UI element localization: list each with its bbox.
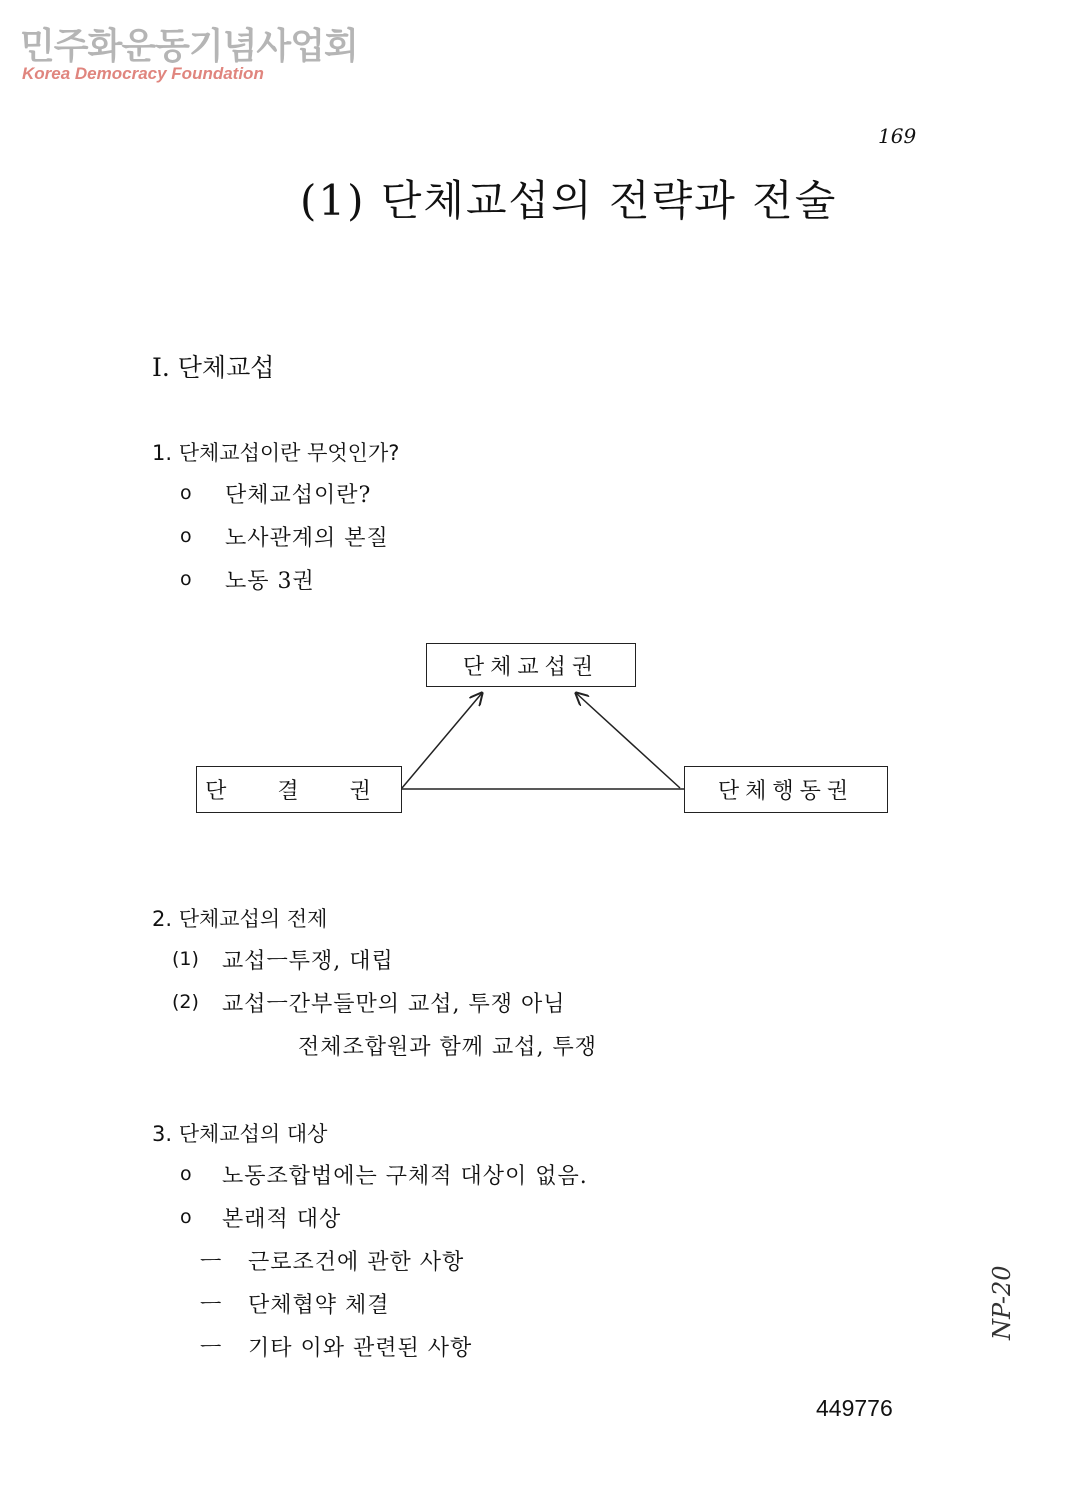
handwritten-stamp: NP-20 <box>988 1265 1016 1340</box>
document-number: 449776 <box>816 1395 893 1421</box>
subsection-2-heading: 2. 단체교섭의 전제 <box>152 907 328 931</box>
dash-item-3-1: 근로조건에 관한 사항 <box>248 1250 465 1275</box>
item-2-2-continuation: 전체조합원과 함께 교섭, 투쟁 <box>298 1035 597 1060</box>
item-2-1-text: 교섭ㅡ투쟁, 대립 <box>222 949 394 974</box>
org-logo-english: Korea Democracy Foundation <box>22 64 264 83</box>
dash-3-2: ㅡ <box>200 1293 223 1318</box>
bullet-3-2: o <box>180 1206 192 1228</box>
dash-item-3-3: 기타 이와 관련된 사항 <box>248 1336 473 1361</box>
list-item-1-2: 노사관계의 본질 <box>225 526 389 551</box>
dash-item-3-2: 단체협약 체결 <box>248 1293 390 1318</box>
bullet-1-3: o <box>180 568 192 590</box>
section-heading: Ⅰ. 단체교섭 <box>152 353 275 382</box>
document-title: (1) 단체교섭의 전략과 전술 <box>300 176 838 225</box>
item-2-1-number: (1) <box>172 948 199 970</box>
arrow-left-to-top <box>402 693 482 788</box>
bullet-1-2: o <box>180 525 192 547</box>
item-2-2-number: (2) <box>172 991 199 1013</box>
item-2-2-text: 교섭ㅡ간부들만의 교섭, 투쟁 아님 <box>222 992 566 1017</box>
box-right-to-organize: 단 결 권 <box>196 766 402 813</box>
bullet-3-1: o <box>180 1163 192 1185</box>
subsection-3-heading: 3. 단체교섭의 대상 <box>152 1122 328 1146</box>
box-collective-bargaining-right: 단체교섭권 <box>426 643 636 687</box>
dash-3-1: ㅡ <box>200 1250 223 1275</box>
org-logo-korean: 민주화운동기념사업회 <box>20 26 358 67</box>
bullet-1-1: o <box>180 482 192 504</box>
list-item-3-1: 노동조합법에는 구체적 대상이 없음. <box>222 1164 588 1189</box>
dash-3-3: ㅡ <box>200 1336 223 1361</box>
arrow-right-to-top <box>576 693 680 788</box>
list-item-1-3: 노동 3권 <box>225 569 315 594</box>
page-number: 169 <box>878 124 917 148</box>
list-item-1-1: 단체교섭이란? <box>225 483 372 508</box>
list-item-3-2: 본래적 대상 <box>222 1207 342 1232</box>
box-right-to-collective-action: 단체행동권 <box>684 766 888 813</box>
subsection-1-heading: 1. 단체교섭이란 무엇인가? <box>152 441 400 465</box>
